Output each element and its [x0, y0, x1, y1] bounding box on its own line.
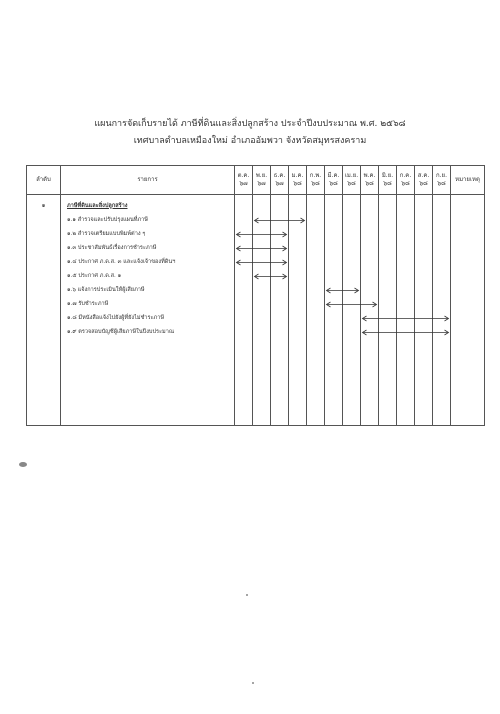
month-cell	[433, 195, 451, 426]
task-label: ๑.๒ สำรวจเตรียมแบบพิมพ์ต่าง ๆ	[67, 231, 146, 237]
table-header-row	[27, 166, 485, 195]
task-label: ๑.๓ ประชาสัมพันธ์เรื่องการชำระภาษี	[67, 245, 157, 251]
task-label: ๑.๙ ตรวจสอบบัญชีผู้เสียภาษีในปีงบประมาณ	[67, 329, 175, 335]
header-month: ม.ค. ๖๘	[289, 166, 307, 195]
item-cell	[61, 195, 235, 426]
month-cell	[271, 195, 289, 426]
month-cell	[253, 195, 271, 426]
month-cell	[289, 195, 307, 426]
header-month: ธ.ค. ๖๗	[271, 166, 289, 195]
section-title: ภาษีที่ดินและสิ่งปลูกสร้าง	[67, 203, 128, 209]
header-item: รายการ	[61, 166, 235, 195]
task-label: ๑.๖ แจ้งการประเมินให้ผู้เสียภาษี	[67, 287, 145, 293]
month-cell	[325, 195, 343, 426]
plan-subtitle: เทศบาลตำบลเหมืองใหม่ อำเภออัมพวา จังหวัดสมุทรสงคราม	[133, 136, 367, 146]
task-label: ๑.๕ ประกาศ ภ.ด.ส. ๑	[67, 273, 122, 279]
scan-dot	[252, 682, 254, 684]
header-no: ลำดับ	[27, 166, 61, 195]
header-month: ส.ค. ๖๘	[415, 166, 433, 195]
task-label: ๑.๔ ประกาศ ภ.ด.ส. ๓ และแจ้งเจ้าของที่ดินฯ	[67, 259, 176, 265]
month-cell	[343, 195, 361, 426]
table-body-row	[27, 195, 485, 426]
task-label: ๑.๑ สำรวจและปรับปรุงแผนที่ภาษี	[67, 217, 148, 223]
month-cell	[235, 195, 253, 426]
header-month: ก.ค. ๖๘	[397, 166, 415, 195]
header-month: เม.ย. ๖๘	[343, 166, 361, 195]
month-cell	[379, 195, 397, 426]
plan-title: แผนการจัดเก็บรายได้ ภาษีที่ดินและสิ่งปลูกสร้าง ประจำปีงบประมาณ พ.ศ. ๒๕๖๘	[94, 119, 406, 129]
month-cell	[415, 195, 433, 426]
section-number: ๑	[41, 202, 46, 209]
header-month: พ.ค. ๖๘	[361, 166, 379, 195]
header-month: ก.พ. ๖๘	[307, 166, 325, 195]
header-remark: หมายเหตุ	[451, 166, 485, 195]
header-month: พ.ย. ๖๗	[253, 166, 271, 195]
month-cell	[397, 195, 415, 426]
punch-hole-mark	[19, 462, 27, 467]
month-cell	[361, 195, 379, 426]
header-month: มิ.ย. ๖๘	[379, 166, 397, 195]
header-month: ต.ค. ๖๗	[235, 166, 253, 195]
no-cell	[27, 195, 61, 426]
header-month: ก.ย. ๖๘	[433, 166, 451, 195]
header-month: มี.ค. ๖๘	[325, 166, 343, 195]
task-label: ๑.๗ รับชำระภาษี	[67, 301, 109, 307]
task-label: ๑.๘ มีหนังสือแจ้งไปยังผู้ที่ยังไม่ชำระภาษี	[67, 315, 165, 321]
schedule-table	[26, 165, 485, 426]
month-cell	[307, 195, 325, 426]
scan-dot	[246, 594, 248, 596]
remark-cell	[451, 195, 485, 426]
